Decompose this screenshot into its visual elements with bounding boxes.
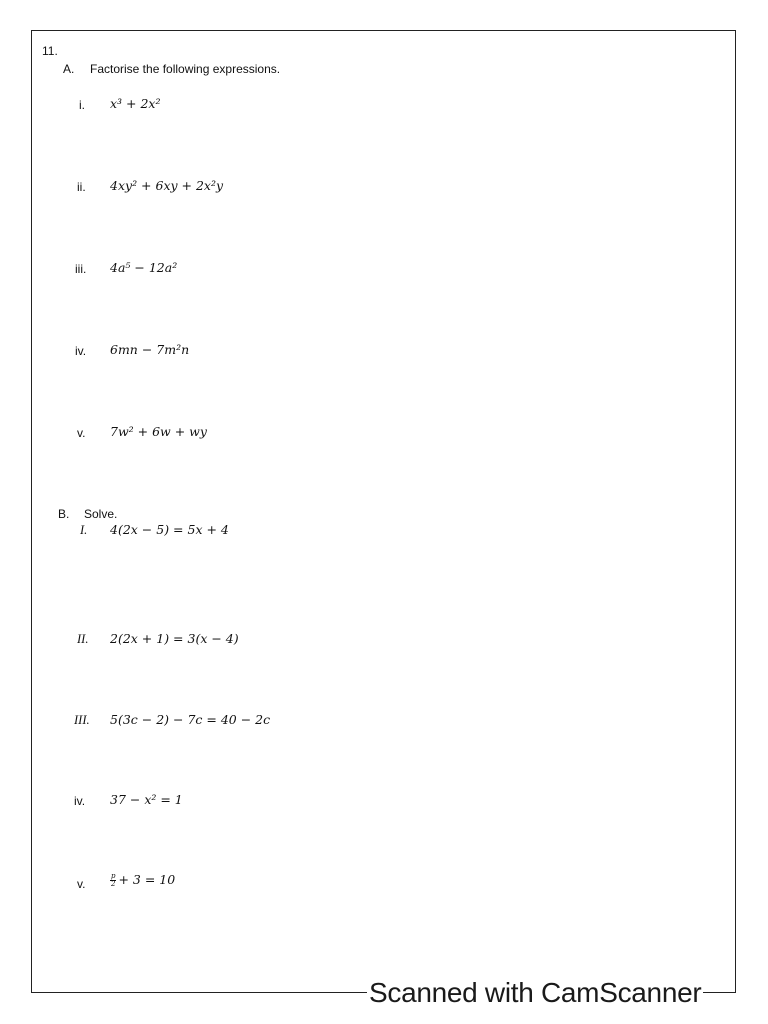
section-b-letter: B. [58, 507, 70, 521]
section-b-item-numeral: III. [74, 713, 90, 727]
fraction [110, 873, 116, 888]
section-a-letter: A. [63, 62, 75, 76]
camscanner-watermark: Scanned with CamScanner [369, 977, 702, 1008]
fraction-denominator: 2 [111, 880, 116, 888]
section-b-item-expression: 37 − x² = 1 [110, 792, 183, 807]
section-b-item-numeral: iv. [74, 794, 86, 808]
section-b-item-expression: 4(2x − 5) = 5x + 4 [110, 522, 229, 537]
section-a-item-numeral: iv. [75, 344, 87, 358]
section-a-item-expression: 4a⁵ − 12a² [110, 260, 178, 275]
section-a-item-numeral: ii. [77, 180, 86, 194]
section-a-item-expression: 7w² + 6w + wy [110, 424, 207, 439]
worksheet-border [31, 30, 736, 993]
section-a-item-expression: 6mn − 7m²n [110, 342, 190, 357]
section-a-item-expression: 4xy² + 6xy + 2x²y [110, 178, 224, 193]
section-a-item-numeral: i. [79, 98, 85, 112]
section-b-item-numeral: II. [77, 632, 89, 646]
section-b-item-numeral: v. [77, 877, 86, 891]
section-a-item-numeral: v. [77, 426, 86, 440]
section-b-item-expression: 2(2x + 1) = 3(x − 4) [110, 631, 239, 646]
section-a-item-expression: x³ + 2x² [110, 96, 161, 111]
fraction-numerator: p [111, 872, 116, 880]
section-a-instruction: Factorise the following expressions. [90, 62, 281, 76]
section-b-item-expression-fraction [110, 872, 175, 888]
section-b-item-numeral: I. [80, 523, 88, 537]
section-b-item-expression: + 3 = 10 [118, 872, 176, 887]
question-number: 11. [42, 44, 58, 58]
section-b-instruction: Solve. [84, 507, 118, 521]
section-b-item-expression: 5(3c − 2) − 7c = 40 − 2c [110, 712, 271, 727]
section-a-item-numeral: iii. [75, 262, 87, 276]
